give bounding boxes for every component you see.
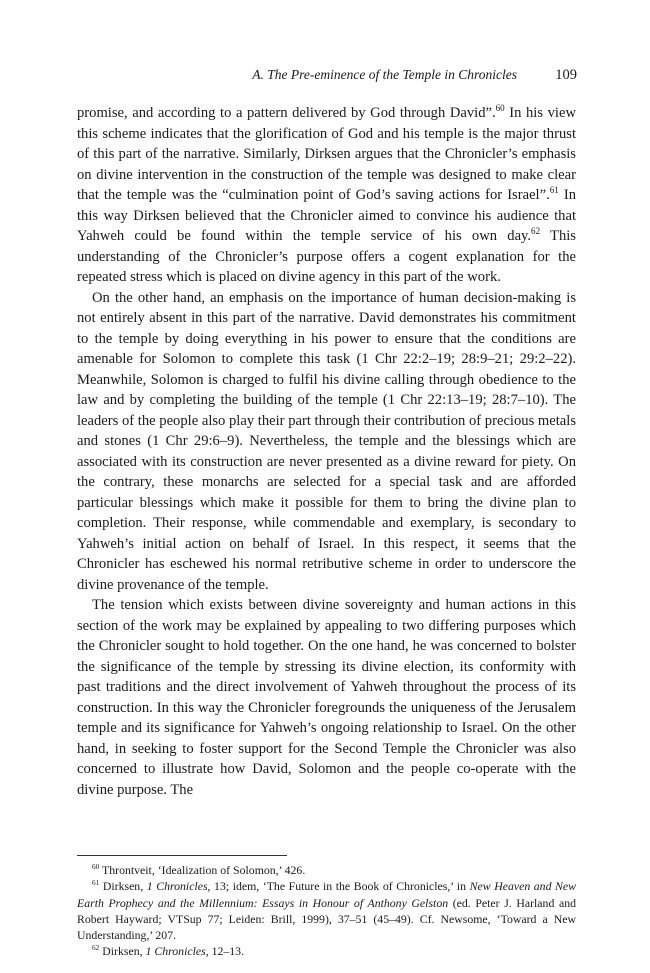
italic-title: 1 Chronicles [146, 879, 208, 894]
page-number: 109 [555, 67, 577, 83]
main-text [77, 103, 576, 800]
footnote-number-reference-mark: 62 [92, 943, 100, 953]
text-run: On the other hand, an emphasis on the importance of human decision-making is not entirely absent in this part of the narrative. David demonstrates his commitment to the temple by doing everything in his power to ensure that the conditions are amenable for Solomon to complete this task (1 Chr 22:2–19; 28:9–21; 29:2–22). Meanwhile, Solomon is charged to fulfil his divine calling through obedience to the law and by completing the building of the temple (1 Chr 22:13–19; 28:7–10). The leaders of the people also play their part through their contribution of precious metals and stones (1 Chr 29:6–9). Nevertheless, the temple and the blessings which are associated with its construction are never presented as a divine reward for piety. On the contrary, these monarchs are selected for a special task and are afforded particular blessings which make it possible for them to bring the divine plan to completion. Their response, while commendable and exemplary, is secondary to Yahweh’s initial action on behalf of Israel. In this respect, it seems that the Chronicler has eschewed his normal retributive scheme in order to underscore the divine provenance of the temple. [77, 289, 576, 593]
text-run: (ed. Peter J. Harland and Robert Hayward; VTSup 77; Leiden: Brill, 1999), 37–51 (45–49). Cf. Newsome, ‘Toward a New Understanding,’ 207. [77, 895, 576, 943]
text-run: In his view this scheme indicates that the glorification of God and his temple is the major thrust of this part of the narrative. Similarly, Dirksen argues that the Chronicler’s emphasis on divine intervention in the construction of the temple was designed to make clear that the temple was the “culmination point of God’s saving actions for Israel”. [77, 105, 576, 203]
footnote-reference-mark: 60 [495, 103, 505, 114]
footnote-number-reference-mark: 61 [92, 878, 100, 888]
page-header [77, 67, 577, 89]
footnote-divider [77, 855, 287, 856]
text-run: In this way Dirksen believed that the Chronicler aimed to convince his audience that Yahweh could be found within the temple service of his own day. [77, 187, 577, 244]
footnote [77, 943, 576, 959]
italic-title: New Heaven and New Earth Prophecy and the Millennium: Essays in Honour of Anthony Gelston [77, 879, 577, 910]
footnotes [77, 862, 576, 960]
footnote-reference-mark: 62 [531, 226, 541, 237]
text-run: Dirksen, [99, 944, 146, 959]
paragraph [77, 288, 576, 596]
text-run: promise, and according to a pattern delivered by God through David”. [77, 105, 496, 121]
text-run: , 12–13. [205, 944, 245, 959]
text-run: This understanding of the Chronicler’s purpose offers a cogent explanation for the repeated stress which is placed on divine agency in this part of the work. [77, 228, 576, 285]
paragraph [77, 103, 576, 288]
running-head: A. The Pre-eminence of the Temple in Chronicles [252, 67, 517, 82]
text-run: Throntveit, ‘Idealization of Solomon,’ 426. [99, 863, 306, 877]
footnote-reference-mark: 61 [549, 185, 559, 196]
paragraph [77, 595, 576, 800]
text-run: Dirksen, [99, 879, 147, 894]
footnote [77, 878, 576, 943]
italic-title: 1 Chronicles [145, 944, 206, 959]
footnote [77, 862, 576, 878]
text-run: The tension which exists between divine sovereignty and human actions in this section of the work may be explained by appealing to two differing purposes which the Chronicler sought to hold together. On the one hand, he was concerned to bolster the significance of the temple by stressing its divine election, its conformity with past traditions and the direct involvement of Yahweh throughout the process of its construction. In this way the Chronicler foregrounds the uniqueness of the Jerusalem temple and its significance for Yahweh’s ongoing relationship to Israel. On the other hand, in seeking to foster support for the Second Temple the Chronicler was also concerned to illustrate how David, Solomon and the people co-operate with the divine purpose. The [77, 597, 576, 798]
footnote-number-reference-mark: 60 [92, 862, 100, 872]
text-run: , 13; idem, ‘The Future in the Book of Chronicles,’ in [207, 879, 470, 894]
